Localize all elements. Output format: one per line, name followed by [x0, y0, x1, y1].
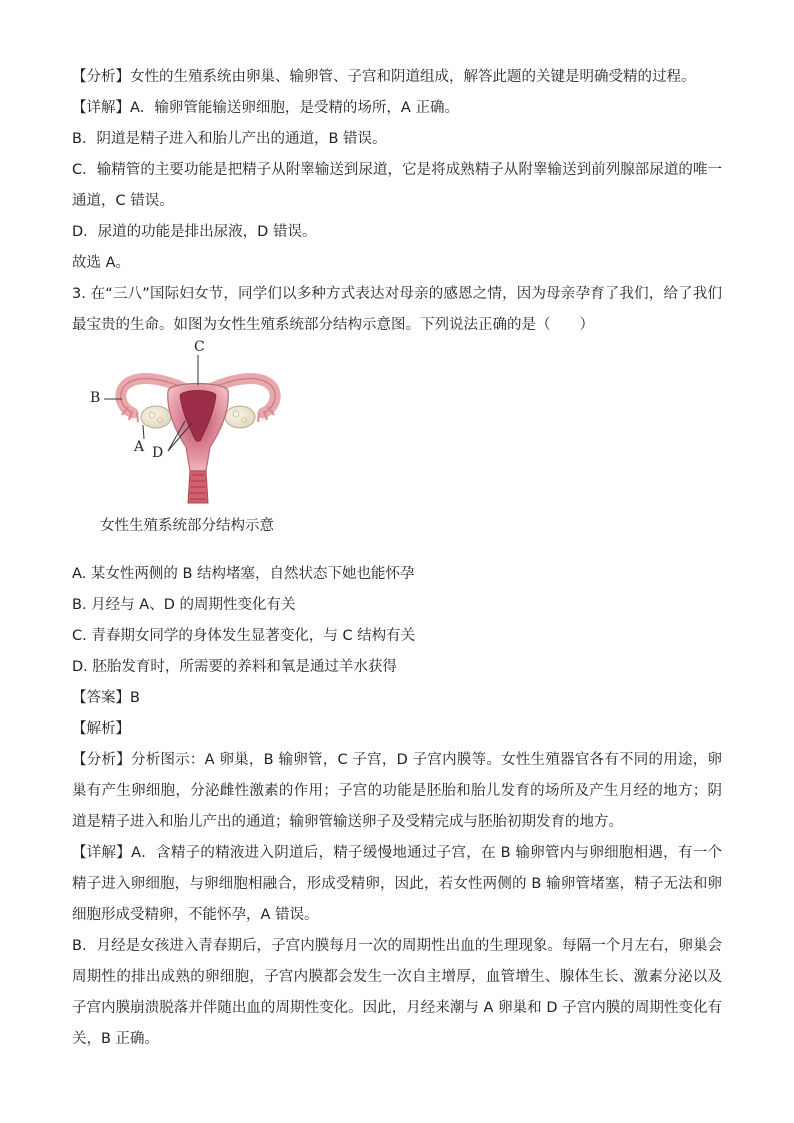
figure-caption: 女性生殖系统部分结构示意 [100, 518, 274, 534]
option-c: C. 青春期女同学的身体发生显著变化，与 C 结构有关 [72, 628, 416, 644]
question-stem: 3. 在“三八”国际妇女节，同学们以多种方式表达对母亲的感恩之情，因为母亲孕育了我们，给了我们最宝贵的生命。如图为女性生殖系统部分结构示意图。下列说法正确的是（ ） [72, 286, 722, 333]
paragraph: C．输精管的主要功能是把精子从附睾输送到尿道，它是将成熟精子从附睾输送到前列腺部尿道的唯一通道，C 错误。 [72, 162, 722, 209]
label-b: B [90, 390, 101, 406]
paragraph: 故选 A。 [72, 255, 131, 271]
label-a: A [134, 439, 145, 455]
analysis-heading: 【解析】 [72, 721, 130, 737]
paragraph: 【分析】分析图示：A 卵巢，B 输卵管，C 子宫，D 子宫内膜等。女性生殖器官各有不同的用途，卵巢有产生卵细胞，分泌雌性激素的作用；子宫的功能是胚胎和胎儿发育的场所及产生月经的地方；阴道是精子进入和胎儿产出的通道；输卵管输送卵子及受精完成与胚胎初期发育的地方。 [72, 752, 722, 830]
paragraph: B．月经是女孩进入青春期后，子宫内膜每月一次的周期性出血的生理现象。每隔一个月左右，卵巢会周期性的排出成熟的卵细胞，子宫内膜都会发生一次自主增厚，血管增生、腺体生长、激素分泌以及子宫内膜崩溃脱落并伴随出血的周期性变化。因此，月经来潮与 A 卵巢和 D 子宫内膜的周期性变化有关，B 正确。 [72, 938, 722, 1047]
paragraph: D．尿道的功能是排出尿液，D 错误。 [72, 224, 317, 240]
reproductive-system-figure [88, 339, 318, 513]
option-a: A. 某女性两侧的 B 结构堵塞，自然状态下她也能怀孕 [72, 566, 415, 582]
option-b: B. 月经与 A、D 的周期性变化有关 [72, 597, 296, 613]
paragraph: 【详解】A．含精子的精液进入阴道后，精子缓慢地通过子宫，在 B 输卵管内与卵细胞相遇，有一个精子进入卵细胞，与卵细胞相融合，形成受精卵，因此，若女性两侧的 B 输卵管堵塞，精子无法和卵细胞形成受精卵，不能怀孕，A 错误。 [72, 845, 722, 923]
paragraph: 【详解】A．输卵管能输送卵细胞，是受精的场所，A 正确。 [72, 100, 459, 116]
uterus-illustration [88, 343, 318, 513]
paragraph: 【分析】女性的生殖系统由卵巢、输卵管、子宫和阴道组成，解答此题的关键是明确受精的过程。 [72, 69, 696, 85]
paragraph: B．阴道是精子进入和胎儿产出的通道，B 错误。 [72, 131, 387, 147]
option-d: D. 胚胎发育时，所需要的养料和氧是通过羊水获得 [72, 659, 397, 675]
answer: 【答案】B [72, 690, 140, 706]
label-d: D [152, 445, 164, 461]
label-c: C [194, 339, 205, 355]
document-page [72, 62, 722, 1055]
